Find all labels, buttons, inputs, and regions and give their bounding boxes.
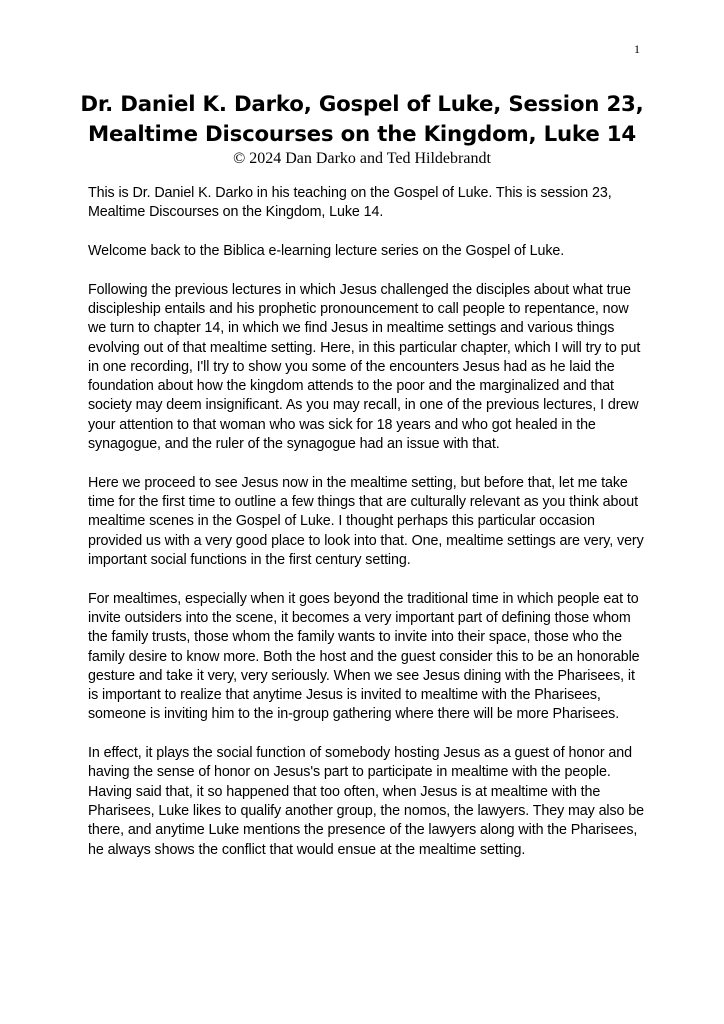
paragraph-mealtime-setting: Here we proceed to see Jesus now in the mealtime setting, but before that, let me take time for the first time to outline a few things that are culturally relevant as you think about mealtime scenes in the Gospel of Luke. I thought perhaps this particular occasion provided us with a very good place to look into that. One, mealtime settings are very, very important social functions in the first century setting. [88, 474, 644, 568]
page-number: 1 [634, 42, 640, 56]
title-line-2: Mealtime Discourses on the Kingdom, Luke 14 [87, 122, 637, 147]
paragraph-welcome: Welcome back to the Biblica e-learning lecture series on the Gospel of Luke. [88, 242, 565, 259]
copyright-line: © 2024 Dan Darko and Ted Hildebrandt [233, 150, 491, 167]
paragraph-social-function: In effect, it plays the social function of somebody hosting Jesus as a guest of honor and having the sense of honor on Jesus's part to participate in mealtime with the people. Having said that, it so happened that too often, when Jesus is at mealtime with the Pharisees, Luke likes to qualify another group, the nomos, the lawyers. They may also be there, and anytime Luke mentions the presence of the lawyers along with the Pharisees, he always shows the conflict that would ensue at the mealtime setting. [88, 745, 644, 858]
paragraph-intro: This is Dr. Daniel K. Darko in his teaching on the Gospel of Luke. This is session 23, Mealtime Discourses on the Kingdom, Luke 14. [88, 185, 612, 221]
paragraph-previous-lectures: Following the previous lectures in which Jesus challenged the disciples about what true discipleship entails and his prophetic pronouncement to call people to repentance, now we turn to chapter 14, in which we find Jesus in mealtime settings and various things evolving out of that mealtime setting. Here, in this particular chapter, which I will try to put in one recording, I'll try to show you some of the encounters Jesus had as he laid the foundation about how the kingdom attends to the poor and the marginalized and that society may deem insignificant. As you may recall, in one of the previous lectures, I drew your attention to that woman who was sick for 18 years and who got healed in the synagogue, and the ruler of the synagogue had an issue with that. [88, 281, 641, 453]
paragraph-mealtimes-social: For mealtimes, especially when it goes beyond the traditional time in which people eat to invite outsiders into the scene, it becomes a very important part of defining those whom the family trusts, those whom the family wants to invite into their space, those who the family desire to know more. Both the host and the guest consider this to be an honorable gesture and take it very, very seriously. When we see Jesus dining with the Pharisees, it is important to realize that anytime Jesus is invited to mealtime with the Pharisees, someone is inviting him to the in-group gathering where there will be more Pharisees. [88, 590, 640, 723]
document-body [88, 184, 648, 879]
document-title [60, 90, 664, 150]
title-line-1: Dr. Daniel K. Darko, Gospel of Luke, Session 23, [80, 92, 644, 117]
